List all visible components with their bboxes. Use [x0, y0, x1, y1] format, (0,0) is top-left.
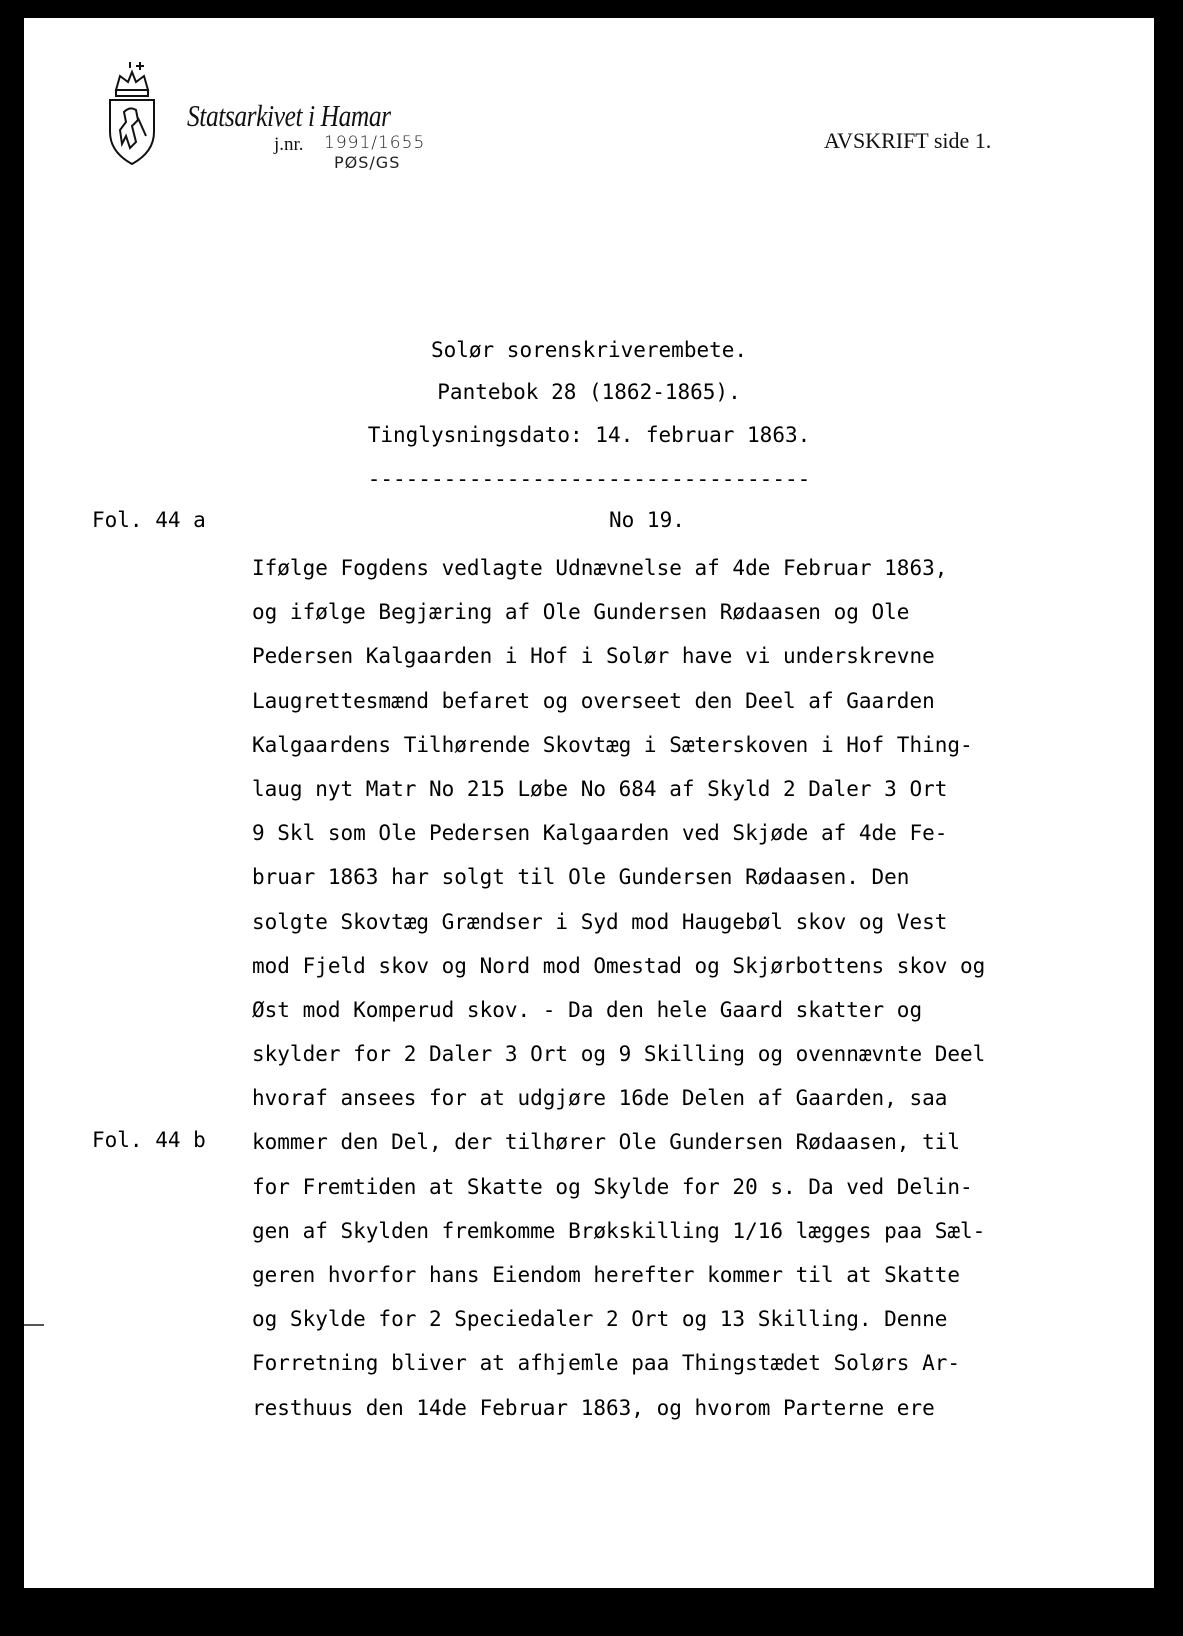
entry-number: No 19. — [609, 508, 685, 532]
registration-date: Tinglysningsdato: 14. februar 1863. — [367, 423, 811, 447]
text-line: og ifølge Begjæring af Ole Gundersen Rødaasen og Ole — [252, 600, 910, 625]
office-heading: Solør sorenskriverembete. — [430, 338, 748, 362]
text-line: skylder for 2 Daler 3 Ort og 9 Skilling og ovennævnte Deel — [252, 1042, 986, 1067]
text-line: solgte Skovtæg Grændser i Syd mod Haugebøl skov og Vest — [252, 909, 948, 934]
text-line: Laugrettesmænd befaret og overseet den Deel af Gaarden — [252, 688, 935, 713]
document-page — [24, 18, 1154, 1588]
text-line: og Skylde for 2 Speciedaler 2 Ort og 13 Skilling. Denne — [252, 1307, 948, 1332]
clerk-initials: PØS/GS — [334, 153, 401, 172]
folio-marker-b: Fol. 44 b — [92, 1128, 206, 1152]
divider-rule: ----------------------------------- — [367, 467, 811, 491]
text-line: 9 Skl som Ole Pedersen Kalgaarden ved Skjøde af 4de Fe- — [252, 821, 948, 846]
margin-tick-mark — [24, 1324, 44, 1326]
norwegian-coat-of-arms-icon — [102, 60, 162, 168]
text-line: for Fremtiden at Skatte og Skylde for 20 s. Da ved Delin- — [252, 1174, 973, 1199]
text-line: kommer den Del, der tilhører Ole Gundersen Rødaasen, til — [252, 1130, 961, 1155]
book-heading: Pantebok 28 (1862-1865). — [437, 380, 741, 404]
transcript-page-label: AVSKRIFT side 1. — [824, 128, 992, 153]
text-line: Øst mod Komperud skov. - Da den hele Gaard skatter og — [252, 997, 923, 1022]
text-line: resthuus den 14de Februar 1863, og hvorom Parterne ere — [252, 1395, 935, 1420]
text-line: geren hvorfor hans Eiendom herefter kommer til at Skatte — [252, 1263, 961, 1287]
text-line: bruar 1863 har solgt til Ole Gundersen Rødaasen. Den — [252, 865, 910, 890]
journal-number: 1991/1655 — [324, 133, 426, 153]
text-line: hvoraf ansees for at udgjøre 16de Delen af Gaarden, saa — [252, 1086, 948, 1111]
archive-name: Statsarkivet i Hamar — [187, 98, 391, 133]
journal-number-label: j.nr. — [274, 134, 304, 155]
text-line: mod Fjeld skov og Nord mod Omestad og Skjørbottens skov og — [252, 953, 986, 978]
text-line: Forretning bliver at afhjemle paa Thingstædet Solørs Ar- — [252, 1351, 961, 1376]
text-line: Kalgaardens Tilhørende Skovtæg i Sæterskoven i Hof Thing- — [252, 732, 973, 757]
transcript-body — [252, 546, 985, 1430]
text-line: Pedersen Kalgaarden i Hof i Solør have vi underskrevne — [252, 644, 935, 669]
text-line: gen af Skylden fremkomme Brøkskilling 1/16 lægges paa Sæl- — [252, 1218, 986, 1243]
text-line: laug nyt Matr No 215 Løbe No 684 af Skyld 2 Daler 3 Ort — [252, 776, 948, 801]
text-line: Ifølge Fogdens vedlagte Udnævnelse af 4de Februar 1863, — [252, 556, 948, 580]
folio-marker-a: Fol. 44 a — [92, 508, 206, 532]
